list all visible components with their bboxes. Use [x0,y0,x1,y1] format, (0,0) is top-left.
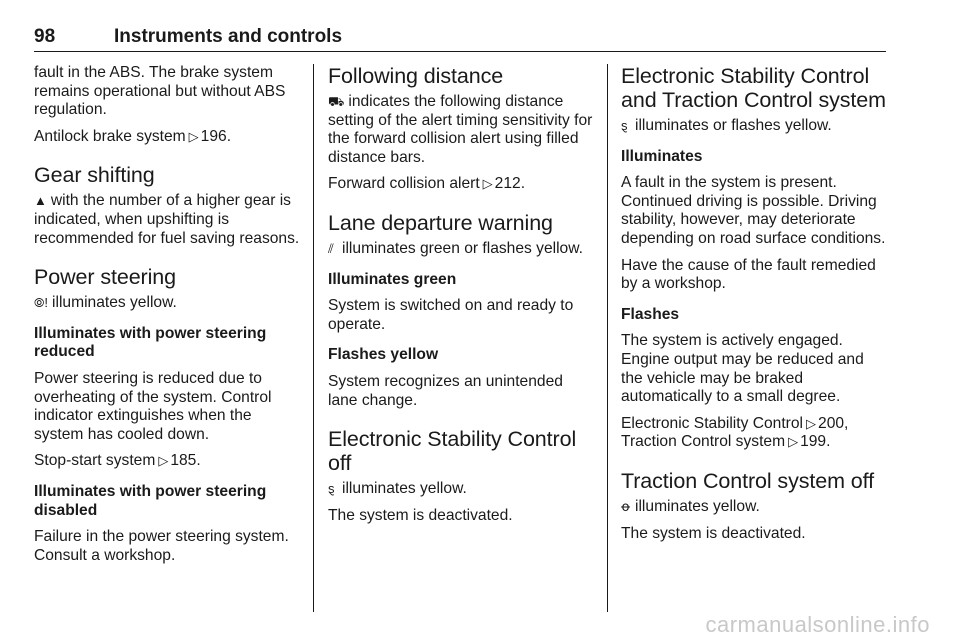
page-reference-arrow-icon[interactable]: ▷ [482,176,493,192]
esc-off-icon: ȿ [328,481,335,497]
section-heading-tc-off: Traction Control system off [621,468,875,493]
ldw-flash-text: System recognizes an unintended lane change. [328,372,563,409]
ldw-green-text: System is switched on and ready to operate. [328,297,574,333]
reference-text: Forward collision alert [328,175,480,193]
esc-tc-text: ȿ illuminates or flashes yellow. [621,117,832,134]
column-divider [607,64,608,612]
section-heading-following-distance: Following distance [328,64,504,88]
page-reference-arrow-icon[interactable]: ▷ [788,434,799,450]
page-reference-arrow-icon[interactable]: ▷ [806,415,817,431]
section-heading-esc-off: Electronic Stability Control off [328,427,577,476]
page-header [34,26,886,52]
power-steering-warning-icon: ⦾! [34,295,49,311]
traction-control-off-icon: ꝋ [621,498,631,514]
following-distance-icon: ⛟ [328,94,345,109]
watermark: carmanualsonline.info [705,612,930,637]
column-middle [328,64,594,533]
header-rule [34,51,886,52]
section-heading-lane-departure: Lane departure warning [328,210,553,235]
section-heading-power-steering: Power steering [34,265,177,290]
page-number: 98 [34,26,56,47]
abs-fault-paragraph: fault in the ABS. The brake system remains operational but without ABS regulation. [34,64,286,119]
ps-disabled-text: Failure in the power steering system. Consult a workshop. [34,528,289,564]
esc-off-text: ȿ illuminates yellow. [328,480,467,498]
gear-shifting-text: ▲ with the number of a higher gear is indicated, when upshifting is recommended for fuel saving reasons. [34,192,300,247]
reference-page[interactable]: 185. [170,452,201,470]
section-heading-gear-shifting: Gear shifting [34,163,155,188]
reference-page[interactable]: 199. [800,433,831,451]
esc-off-deactivated: The system is deactivated. [328,506,513,524]
reference-text: Traction Control system [621,433,786,451]
power-steering-text: ⦾! illuminates yellow. [34,294,177,312]
lane-departure-text: ⫽ illuminates green or flashes yellow. [328,239,583,257]
esc-tc-icon: ȿ [621,118,628,133]
subheading-ps-disabled: Illuminates with power steering disabled [34,482,267,519]
subheading-illuminates: Illuminates [621,147,703,165]
upshift-arrow-icon: ▲ [34,193,47,209]
illuminates-text: A fault in the system is present. Continued driving is possible. Driving stability, however, may deteriorate depending on road surface conditions. [621,174,886,247]
forward-collision-reference [328,175,594,194]
illuminates-text-2: Have the cause of the fault remedied by a workshop. [621,256,876,293]
subheading-ps-reduced: Illuminates with power steering reduced [34,324,267,361]
following-distance-text: ⛟ indicates the following distance setting of the alert timing sensitivity for the forward collision alert using filled distance bars. [328,93,593,166]
section-heading-esc-tc: Electronic Stability Control and Traction Control system [621,64,886,112]
reference-text: Electronic Stability Control [621,414,804,432]
column-divider [313,64,314,612]
ps-reduced-text: Power steering is reduced due to overheating of the system. Control indicator extinguishes when the system has cooled down. [34,369,272,443]
reference-text: Stop-start system [34,452,156,470]
abs-reference [34,128,302,147]
column-left [34,64,302,573]
reference-page[interactable]: 212. [494,175,526,193]
column-right [621,64,889,551]
page-reference-arrow-icon[interactable]: ▷ [158,453,169,469]
subheading-flashes-yellow: Flashes yellow [328,346,439,364]
subheading-flashes: Flashes [621,305,680,323]
reference-page[interactable]: 200, [818,414,849,432]
subheading-illuminates-green: Illuminates green [328,270,457,288]
tc-off-text: ꝋ illuminates yellow. [621,497,760,515]
lane-departure-icon: ⫽ [328,240,334,256]
reference-page[interactable]: 196. [200,127,232,145]
tc-off-deactivated: The system is deactivated. [621,524,806,542]
page-reference-arrow-icon[interactable]: ▷ [188,128,199,144]
stop-start-reference [34,452,302,471]
flashes-text: The system is actively engaged. Engine output may be reduced and the vehicle may be braked automatically to a small degree. [621,332,864,406]
reference-text: Antilock brake system [34,127,186,145]
esc-tc-references [621,415,889,452]
chapter-title: Instruments and controls [114,26,343,47]
